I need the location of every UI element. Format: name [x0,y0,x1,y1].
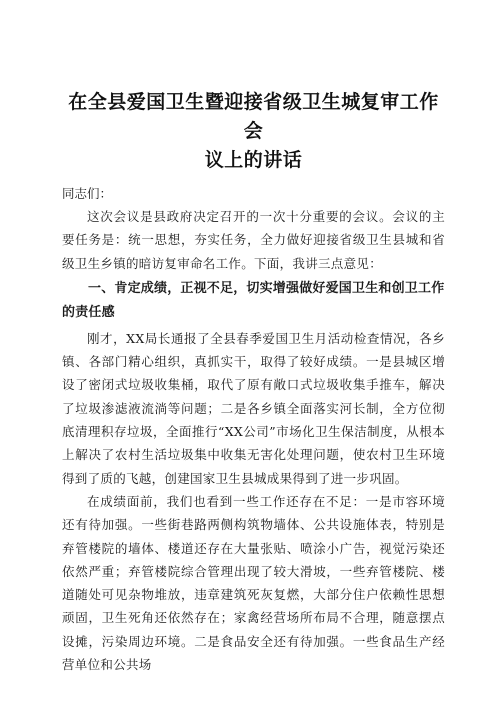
salutation: 同志们： [62,186,113,201]
title-line-1: 在全县爱国卫生暨迎接省级卫生城复审工作会 [68,91,439,142]
title-line-2: 议上的讲话 [204,149,303,171]
document-title [62,88,445,175]
section-1-paragraph-2: 在成绩面前，我们也看到一些工作还存在不足：一是市容环境还有待加强。一些街巷路两侧构筑物墙体、公共设施体表，特别是弃管楼院的墙体、楼道还存在大量张贴、喷涂小广告，视觉污染还依然严重；弃管楼院综合管理出现了较大滑坡，一些弃管楼院、楼道随处可见杂物堆放，违章建筑死灰复燃，大部分住户依赖性思想顽固，卫生死角还依然存在；家禽经营场所布局不合理，随意摆点设摊，污染周边环境。二是食品安全还有待加强。一些食品生产经营单位和公共场 [62,493,445,673]
section-1-paragraph-1: 刚才，XX局长通报了全县春季爱国卫生月活动检查情况，各乡镇、各部门精心组织，真抓实干，取得了较好成绩。一是县城区增设了密闭式垃圾收集桶，取代了原有敞口式垃圾收集手推车，解决了垃圾渗滤液流淌等问题；二是各乡镇全面落实河长制，全方位彻底清理积存垃圾，全面推行“XX公司”市场化卫生保洁制度，从根本上解决了农村生活垃圾集中收集无害化处理问题，使农村卫生环境得到了质的飞越，创建国家卫生县城成果得到了进一步巩固。 [62,330,445,486]
section-1-heading: 一、肯定成绩，正视不足，切实增强做好爱国卫生和创卫工作的责任感 [62,280,445,320]
intro-paragraph: 这次会议是县政府决定召开的一次十分重要的会议。会议的主要任务是：统一思想，夯实任务，全力做好迎接省级卫生县城和省级卫生乡镇的暗访复审命名工作。下面，我讲三点意见： [62,209,445,271]
